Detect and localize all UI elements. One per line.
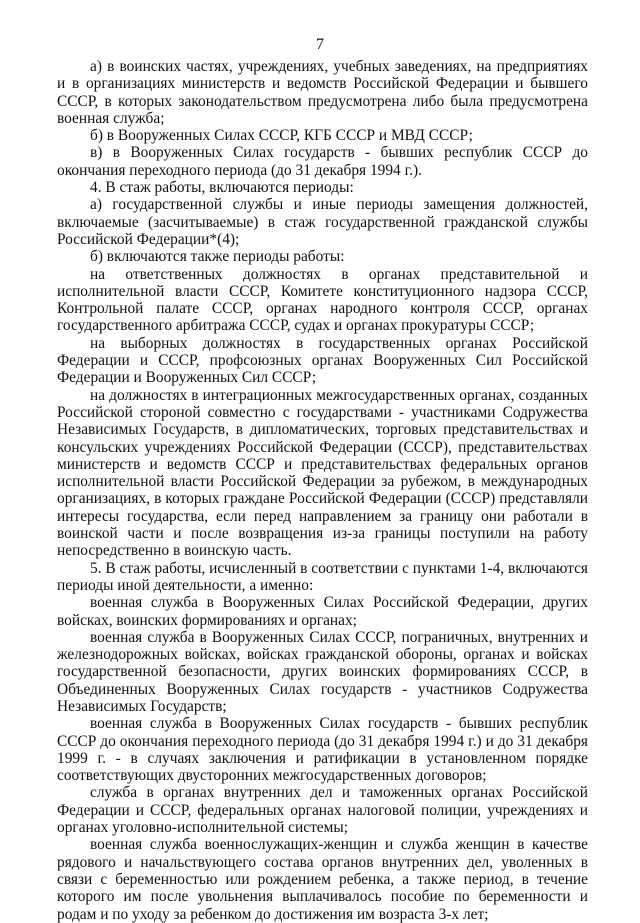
paragraph-4b: б) включаются также периоды работы: <box>90 248 345 266</box>
paragraph-5-item-3: военная служба в Вооруженных Силах государств - бывших республик СССР до окончания переходного периода (до 31 декабря 1994 г.) и до 31 декабря 1999 г. - в случаях заключения и ратификации в установленном порядке соответствующих двусторонних межгосударственных договоров; <box>57 715 588 785</box>
paragraph-4b-item-1: на ответственных должностях в органах представительной и исполнительной власти СССР, Комитете конституционного надзора СССР, Контрольной палате СССР, органах народного контроля СССР, органах государственного арбитража СССР, судах и органах прокуратуры СССР; <box>57 265 588 335</box>
paragraph-3b: б) в Вооруженных Силах СССР, КГБ СССР и МВД СССР; <box>90 127 473 145</box>
paragraph-5: 5. В стаж работы, исчисленный в соответствии с пунктами 1-4, включаются периоды иной деятельности, а именно: <box>57 559 589 594</box>
paragraph-4: 4. В стаж работы, включаются периоды: <box>90 179 354 197</box>
paragraph-3a: а) в воинских частях, учреждениях, учебных заведениях, на предприятиях и в организациях министерств и ведомств Российской Федерации и бывшего СССР, в которых законодательством предусмотрена либо была предусмотрена военная служба; <box>57 58 588 127</box>
paragraph-5-item-1: военная служба в Вооруженных Силах Российской Федерации, других войсках, воинских формированиях и органах; <box>57 594 588 629</box>
paragraph-4b-item-3: на должностях в интеграционных межгосударственных органах, созданных Российской стороной совместно с государствами - участниками Содружества Независимых Государств, в дипломатических, торговых представительствах и консульских учреждениях Российской Федерации (СССР), представительствах министерств и ведомств СССР и представительствах федеральных органов исполнительной власти Российской Федерации за рубежом, в международных организациях, в которых граждане Российской Федерации (СССР) представляли интересы государства, если перед направлением за границу они работали в воинской части и после возвращения из-за границы поступили на работу непосредственно в воинскую часть. <box>57 386 588 560</box>
paragraph-4b-item-2: на выборных должностях в государственных органах Российской Федерации и СССР, профсоюзных органах Вооруженных Сил Российской Федерации и Вооруженных Сил СССР; <box>57 334 588 387</box>
page-number: 7 <box>316 36 324 53</box>
paragraph-4a: а) государственной службы и иные периоды замещения должностей, включаемые (засчитываемые) в стаж государственной гражданской службы Российской Федерации*(4); <box>57 196 588 248</box>
document-body <box>57 58 588 923</box>
paragraph-5-item-5: военная служба военнослужащих-женщин и служба женщин в качестве рядового и начальствующего состава органов внутренних дел, уволенных в связи с беременностью или рождением ребенка, а также период, в течение которого им после увольнения выплачивалось пособие по беременности и родам и по уходу за ребенком до достижения им возраста 3-х лет; <box>57 836 588 923</box>
paragraph-5-item-2: военная служба в Вооруженных Силах СССР, пограничных, внутренних и железнодорожных войсках, войсках гражданской обороны, органах и войсках государственной безопасности, других воинских формированиях СССР, в Объединенных Вооруженных Силах государств - участников Содружества Независимых Государств; <box>57 628 588 715</box>
paragraph-5-item-4: служба в органах внутренних дел и таможенных органах Российской Федерации и СССР, федеральных органах налоговой полиции, учреждениях и органах уголовно-исполнительной системы; <box>57 784 588 837</box>
paragraph-3c: в) в Вооруженных Силах государств - бывших республик СССР до окончания переходного периода (до 31 декабря 1994 г.). <box>57 144 588 179</box>
